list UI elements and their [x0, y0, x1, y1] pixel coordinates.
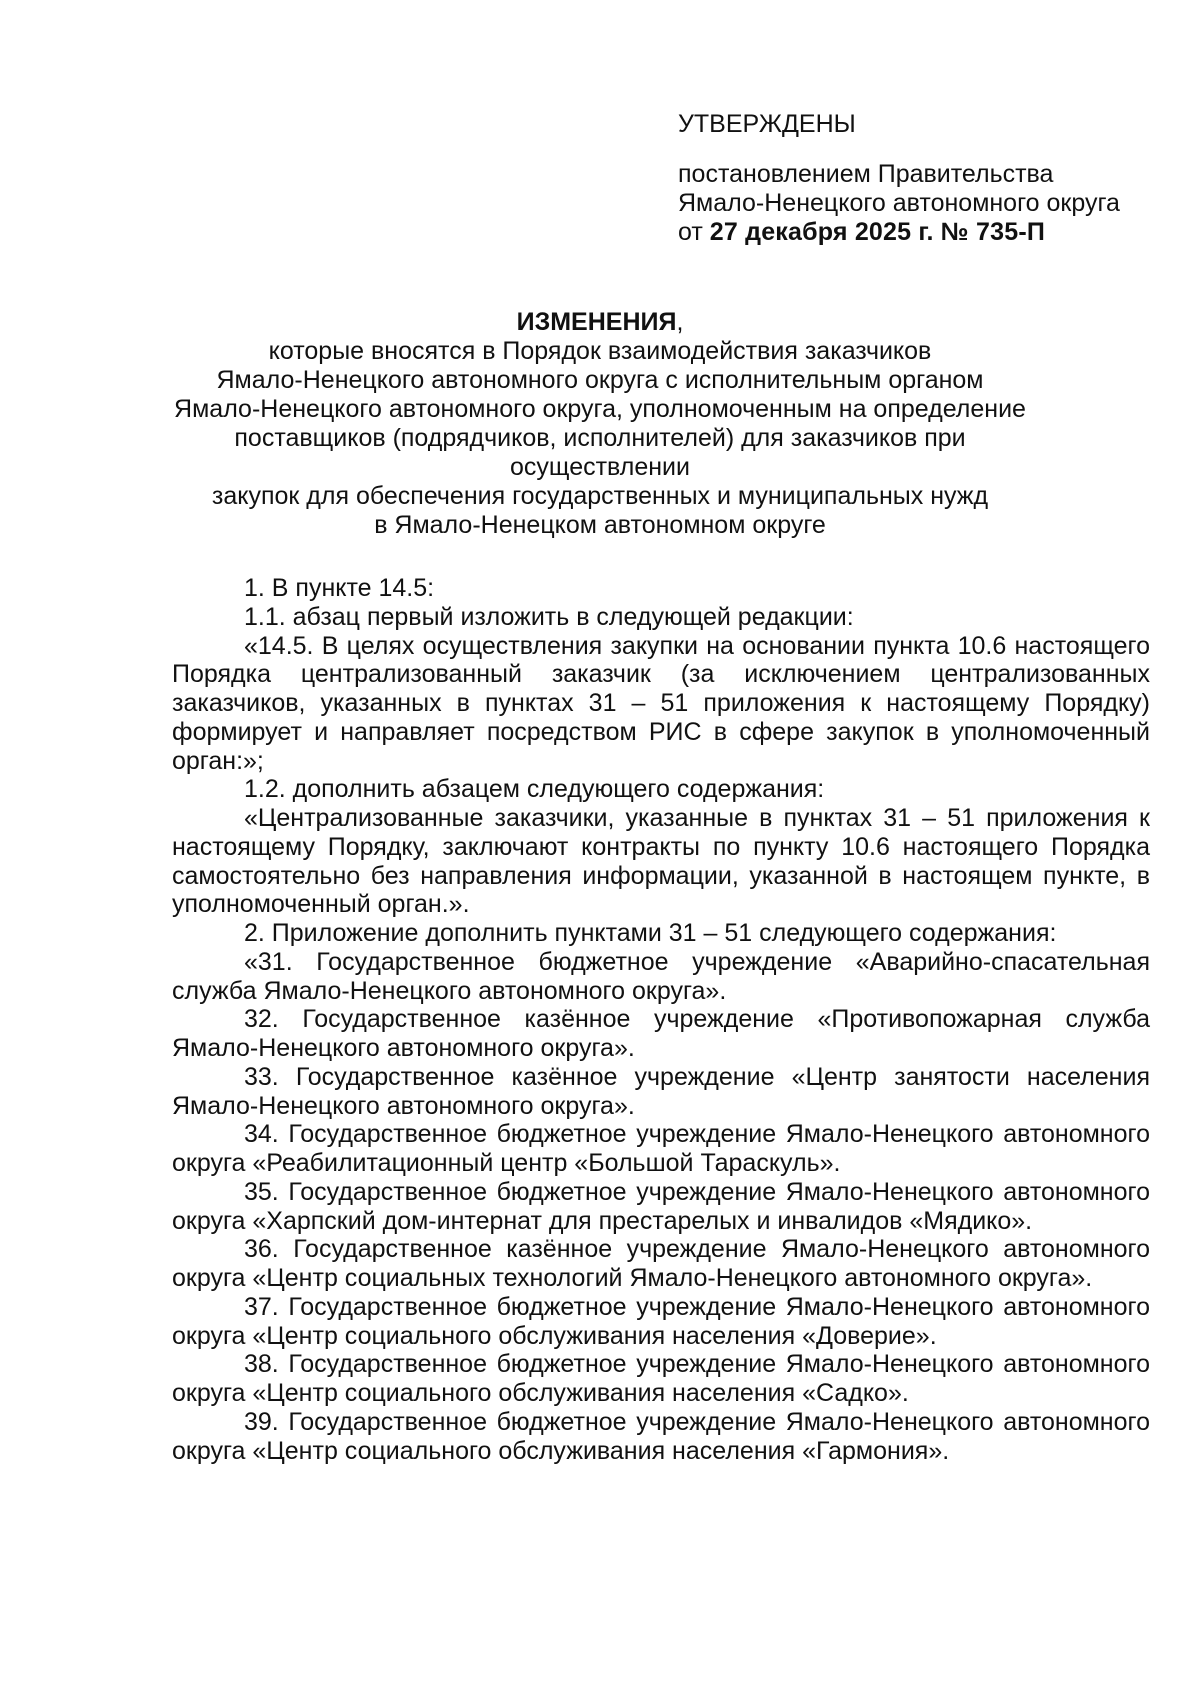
approval-date-prefix: от	[678, 218, 703, 246]
approval-line-1: постановлением Правительства	[678, 160, 1054, 188]
list-item-36: 36. Государственное казённое учреждение Ямало-Ненецкого автономного округа «Центр социальных технологий Ямало-Ненецкого автономного округа».	[172, 1235, 1150, 1292]
document-title-block	[150, 308, 1050, 540]
list-item-31: «31. Государственное бюджетное учреждение «Аварийно-спасательная служба Ямало-Ненецкого автономного округа».	[172, 947, 1150, 1005]
paragraph-subpoint-1-2: 1.2. дополнить абзацем следующего содержания:	[244, 775, 825, 804]
approval-date-line	[678, 218, 1158, 247]
paragraph-quote-14-5: «14.5. В целях осуществления закупки на основании пункта 10.6 настоящего Порядка централизованный заказчик (за исключением централизованных заказчиков, указанных в пунктах 31 – 51 приложения к настоящему Порядку) формирует и направляет посредством РИС в сфере закупок в уполномоченный орган:»;	[172, 631, 1150, 775]
document-title-heading: ИЗМЕНЕНИЯ	[516, 308, 677, 336]
list-item-38: 38. Государственное бюджетное учреждение Ямало-Ненецкого автономного округа «Центр социального обслуживания населения «Садко».	[172, 1350, 1150, 1407]
document-title-suffix: ,	[676, 308, 684, 336]
list-item-32: 32. Государственное казённое учреждение «Противопожарная служба Ямало-Ненецкого автономного округа».	[172, 1005, 1150, 1062]
paragraph-subpoint-1-1: 1.1. абзац первый изложить в следующей редакции:	[244, 602, 854, 631]
paragraph-point-2: 2. Приложение дополнить пунктами 31 – 51 следующего содержания:	[244, 919, 1057, 947]
list-item-34: 34. Государственное бюджетное учреждение Ямало-Ненецкого автономного округа «Реабилитационный центр «Большой Тараскуль».	[172, 1120, 1150, 1177]
subtitle-line: поставщиков (подрядчиков, исполнителей) для заказчиков при осуществлении	[234, 424, 966, 481]
paragraph-point-1: 1. В пункте 14.5:	[244, 574, 435, 602]
list-item-39: 39. Государственное бюджетное учреждение Ямало-Ненецкого автономного округа «Центр социального обслуживания населения «Гармония».	[172, 1407, 1150, 1465]
subtitle-line: Ямало-Ненецкого автономного округа с исполнительным органом	[216, 366, 984, 394]
list-item-33: 33. Государственное казённое учреждение «Центр занятости населения Ямало-Ненецкого автономного округа».	[172, 1062, 1150, 1120]
approval-block	[678, 110, 1158, 247]
approved-label: УТВЕРЖДЕНЫ	[678, 110, 856, 138]
list-item-35: 35. Государственное бюджетное учреждение Ямало-Ненецкого автономного округа «Харпский дом-интернат для престарелых и инвалидов «Мядико».	[172, 1177, 1150, 1235]
subtitle-line: Ямало-Ненецкого автономного округа, уполномоченным на определение	[174, 395, 1026, 423]
list-item-37: 37. Государственное бюджетное учреждение Ямало-Ненецкого автономного округа «Центр социального обслуживания населения «Доверие».	[172, 1292, 1150, 1350]
document-body	[172, 574, 1150, 1465]
subtitle-line: в Ямало-Ненецком автономном округе	[374, 511, 826, 539]
document-title	[150, 308, 1050, 337]
paragraph-quote-centralized: «Централизованные заказчики, указанные в пунктах 31 – 51 приложения к настоящему Порядку, заключают контракты по пункту 10.6 настоящего Порядка самостоятельно без направления информации, указанной в настоящем пункте, в уполномоченный орган.».	[172, 804, 1150, 919]
approval-line-2: Ямало-Ненецкого автономного округа	[678, 189, 1120, 217]
subtitle-line: закупок для обеспечения государственных и муниципальных нужд	[211, 482, 989, 510]
subtitle-line: которые вносятся в Порядок взаимодействия заказчиков	[268, 337, 932, 365]
approval-date-number: 27 декабря 2025 г. № 735-П	[709, 218, 1046, 246]
